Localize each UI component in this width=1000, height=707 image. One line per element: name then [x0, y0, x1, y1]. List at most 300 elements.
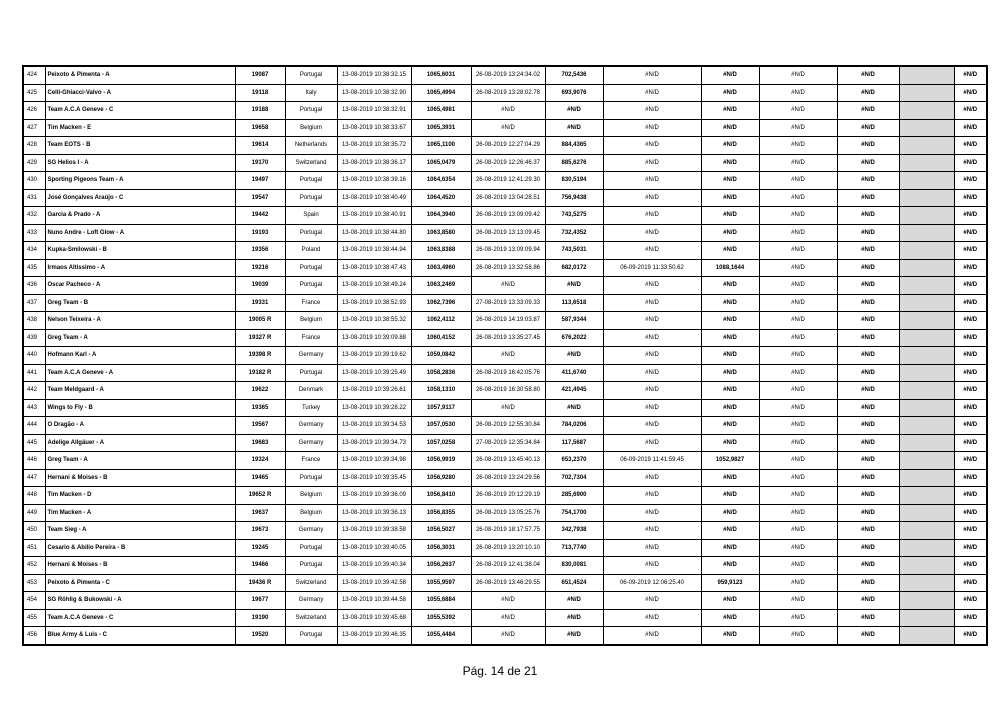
arrival-3-cell: #N/D — [603, 522, 701, 540]
total-cell: #N/D — [954, 242, 987, 260]
speed-3-cell: #N/D — [701, 294, 759, 312]
arrival-2-cell: 26-08-2019 13:46:29.55 — [471, 574, 545, 592]
ring-number-cell: 19331 — [235, 294, 285, 312]
country-cell: Portugal — [285, 102, 337, 120]
position-cell: 439 — [23, 329, 45, 347]
arrival-2-cell: 26-08-2019 13:05:25.76 — [471, 504, 545, 522]
arrival-3-cell: #N/D — [603, 592, 701, 610]
speed-3-cell: #N/D — [701, 277, 759, 295]
arrival-2-cell: 26-08-2019 13:32:58.86 — [471, 259, 545, 277]
position-cell: 455 — [23, 609, 45, 627]
country-cell: Portugal — [285, 627, 337, 645]
position-cell: 442 — [23, 382, 45, 400]
shaded-cell — [899, 364, 954, 382]
arrival-4-cell: #N/D — [759, 66, 837, 84]
table-row — [23, 504, 987, 522]
arrival-2-cell: #N/D — [471, 119, 545, 137]
arrival-2-cell: 26-08-2019 13:13:09.45 — [471, 224, 545, 242]
arrival-3-cell: #N/D — [603, 627, 701, 645]
speed-1-cell: 1063,8388 — [411, 242, 471, 260]
basketing-time-cell: 13-08-2019 10:39:34.53 — [337, 417, 411, 435]
team-name-cell: Hofmann Karl - A — [45, 347, 235, 365]
speed-2-cell: 676,2022 — [545, 329, 603, 347]
speed-1-cell: 1058,2836 — [411, 364, 471, 382]
total-cell: #N/D — [954, 522, 987, 540]
basketing-time-cell: 13-08-2019 10:39:42.58 — [337, 574, 411, 592]
country-cell: France — [285, 294, 337, 312]
speed-1-cell: 1058,1310 — [411, 382, 471, 400]
basketing-time-cell: 13-08-2019 10:39:45.68 — [337, 609, 411, 627]
speed-2-cell: 702,7304 — [545, 469, 603, 487]
speed-2-cell: #N/D — [545, 399, 603, 417]
position-cell: 438 — [23, 312, 45, 330]
ring-number-cell: 19005 R — [235, 312, 285, 330]
total-cell: #N/D — [954, 627, 987, 645]
speed-2-cell: #N/D — [545, 592, 603, 610]
basketing-time-cell: 13-08-2019 10:39:36.09 — [337, 487, 411, 505]
team-name-cell: Team A.C.A Geneve - C — [45, 609, 235, 627]
total-cell: #N/D — [954, 294, 987, 312]
team-name-cell: Irmaos Altissimo - A — [45, 259, 235, 277]
speed-2-cell: 682,0172 — [545, 259, 603, 277]
arrival-2-cell: #N/D — [471, 102, 545, 120]
arrival-2-cell: 27-08-2019 12:35:34.84 — [471, 434, 545, 452]
ring-number-cell: 19039 — [235, 277, 285, 295]
speed-3-cell: #N/D — [701, 66, 759, 84]
speed-4-cell: #N/D — [837, 609, 899, 627]
team-name-cell: Garcia & Prado - A — [45, 207, 235, 225]
arrival-2-cell: #N/D — [471, 592, 545, 610]
country-cell: Germany — [285, 417, 337, 435]
basketing-time-cell: 13-08-2019 10:38:32.15 — [337, 66, 411, 84]
speed-2-cell: 651,4524 — [545, 574, 603, 592]
ring-number-cell: 19614 — [235, 137, 285, 155]
arrival-2-cell: #N/D — [471, 277, 545, 295]
speed-2-cell: #N/D — [545, 627, 603, 645]
basketing-time-cell: 13-08-2019 10:38:32.91 — [337, 102, 411, 120]
basketing-time-cell: 13-08-2019 10:39:38.58 — [337, 522, 411, 540]
table-row — [23, 294, 987, 312]
shaded-cell — [899, 487, 954, 505]
speed-4-cell: #N/D — [837, 487, 899, 505]
speed-1-cell: 1056,3031 — [411, 539, 471, 557]
position-cell: 424 — [23, 66, 45, 84]
speed-3-cell: #N/D — [701, 119, 759, 137]
arrival-3-cell: 06-09-2019 12:06:25.40 — [603, 574, 701, 592]
position-cell: 444 — [23, 417, 45, 435]
total-cell: #N/D — [954, 207, 987, 225]
arrival-4-cell: #N/D — [759, 259, 837, 277]
ring-number-cell: 19683 — [235, 434, 285, 452]
country-cell: Denmark — [285, 382, 337, 400]
team-name-cell: Tim Macken - A — [45, 504, 235, 522]
position-cell: 447 — [23, 469, 45, 487]
arrival-4-cell: #N/D — [759, 592, 837, 610]
speed-1-cell: 1056,5027 — [411, 522, 471, 540]
team-name-cell: Wings to Fly - B — [45, 399, 235, 417]
basketing-time-cell: 13-08-2019 10:38:55.32 — [337, 312, 411, 330]
speed-1-cell: 1059,0842 — [411, 347, 471, 365]
speed-2-cell: 285,6900 — [545, 487, 603, 505]
table-row — [23, 347, 987, 365]
arrival-2-cell: 26-08-2019 20:12:29.19 — [471, 487, 545, 505]
country-cell: Portugal — [285, 277, 337, 295]
table-row — [23, 329, 987, 347]
arrival-3-cell: #N/D — [603, 557, 701, 575]
arrival-2-cell: #N/D — [471, 609, 545, 627]
basketing-time-cell: 13-08-2019 10:39:19.62 — [337, 347, 411, 365]
ring-number-cell: 19466 — [235, 557, 285, 575]
total-cell: #N/D — [954, 66, 987, 84]
arrival-3-cell: #N/D — [603, 504, 701, 522]
position-cell: 440 — [23, 347, 45, 365]
position-cell: 443 — [23, 399, 45, 417]
table-row — [23, 627, 987, 645]
speed-4-cell: #N/D — [837, 504, 899, 522]
arrival-2-cell: 26-08-2019 12:27:04.29 — [471, 137, 545, 155]
shaded-cell — [899, 469, 954, 487]
speed-4-cell: #N/D — [837, 364, 899, 382]
speed-1-cell: 1057,9117 — [411, 399, 471, 417]
position-cell: 453 — [23, 574, 45, 592]
page-number: Pág. 14 de 21 — [462, 664, 538, 678]
arrival-3-cell: #N/D — [603, 102, 701, 120]
position-cell: 452 — [23, 557, 45, 575]
position-cell: 425 — [23, 84, 45, 102]
shaded-cell — [899, 574, 954, 592]
arrival-4-cell: #N/D — [759, 224, 837, 242]
arrival-3-cell: #N/D — [603, 539, 701, 557]
arrival-4-cell: #N/D — [759, 487, 837, 505]
arrival-2-cell: #N/D — [471, 399, 545, 417]
shaded-cell — [899, 102, 954, 120]
arrival-4-cell: #N/D — [759, 137, 837, 155]
basketing-time-cell: 13-08-2019 10:38:47.43 — [337, 259, 411, 277]
total-cell: #N/D — [954, 277, 987, 295]
team-name-cell: SG Helios I - A — [45, 154, 235, 172]
arrival-3-cell: #N/D — [603, 487, 701, 505]
shaded-cell — [899, 294, 954, 312]
total-cell: #N/D — [954, 84, 987, 102]
arrival-3-cell: #N/D — [603, 364, 701, 382]
speed-4-cell: #N/D — [837, 119, 899, 137]
ring-number-cell: 19520 — [235, 627, 285, 645]
country-cell: Switzerland — [285, 154, 337, 172]
table-row — [23, 574, 987, 592]
basketing-time-cell: 13-08-2019 10:38:32.90 — [337, 84, 411, 102]
arrival-2-cell: 26-08-2019 12:41:29.30 — [471, 172, 545, 190]
shaded-cell — [899, 399, 954, 417]
arrival-4-cell: #N/D — [759, 539, 837, 557]
speed-1-cell: 1065,4981 — [411, 102, 471, 120]
table-row — [23, 242, 987, 260]
shaded-cell — [899, 172, 954, 190]
team-name-cell: Cesario & Abilio Pereira - B — [45, 539, 235, 557]
basketing-time-cell: 13-08-2019 10:39:28.22 — [337, 399, 411, 417]
total-cell: #N/D — [954, 172, 987, 190]
arrival-2-cell: #N/D — [471, 627, 545, 645]
table-row — [23, 259, 987, 277]
total-cell: #N/D — [954, 574, 987, 592]
arrival-4-cell: #N/D — [759, 417, 837, 435]
shaded-cell — [899, 539, 954, 557]
arrival-4-cell: #N/D — [759, 242, 837, 260]
ring-number-cell: 19436 R — [235, 574, 285, 592]
arrival-2-cell: 26-08-2019 13:24:29.56 — [471, 469, 545, 487]
team-name-cell: Team Meldgaard - A — [45, 382, 235, 400]
speed-1-cell: 1063,2469 — [411, 277, 471, 295]
table-row — [23, 154, 987, 172]
basketing-time-cell: 13-08-2019 10:38:52.93 — [337, 294, 411, 312]
arrival-2-cell: #N/D — [471, 347, 545, 365]
speed-3-cell: #N/D — [701, 522, 759, 540]
shaded-cell — [899, 312, 954, 330]
shaded-cell — [899, 557, 954, 575]
shaded-cell — [899, 66, 954, 84]
arrival-4-cell: #N/D — [759, 452, 837, 470]
team-name-cell: Peixoto & Pimenta - C — [45, 574, 235, 592]
arrival-3-cell: #N/D — [603, 399, 701, 417]
arrival-3-cell: #N/D — [603, 224, 701, 242]
total-cell: #N/D — [954, 382, 987, 400]
speed-3-cell: #N/D — [701, 609, 759, 627]
arrival-3-cell: #N/D — [603, 277, 701, 295]
speed-4-cell: #N/D — [837, 574, 899, 592]
total-cell: #N/D — [954, 189, 987, 207]
speed-4-cell: #N/D — [837, 399, 899, 417]
speed-3-cell: 1088,1644 — [701, 259, 759, 277]
table-row — [23, 434, 987, 452]
team-name-cell: O Dragão - A — [45, 417, 235, 435]
country-cell: Germany — [285, 522, 337, 540]
speed-2-cell: 743,5275 — [545, 207, 603, 225]
total-cell: #N/D — [954, 119, 987, 137]
speed-3-cell: #N/D — [701, 487, 759, 505]
country-cell: Portugal — [285, 224, 337, 242]
speed-3-cell: #N/D — [701, 592, 759, 610]
team-name-cell: Greg Team - B — [45, 294, 235, 312]
arrival-3-cell: #N/D — [603, 119, 701, 137]
arrival-2-cell: 26-08-2019 13:09:09.94 — [471, 242, 545, 260]
total-cell: #N/D — [954, 259, 987, 277]
ring-number-cell: 19365 — [235, 399, 285, 417]
speed-4-cell: #N/D — [837, 329, 899, 347]
speed-4-cell: #N/D — [837, 382, 899, 400]
speed-1-cell: 1064,4520 — [411, 189, 471, 207]
speed-4-cell: #N/D — [837, 627, 899, 645]
team-name-cell: Blue Army & Luis - C — [45, 627, 235, 645]
team-name-cell: Hernani & Moises - B — [45, 469, 235, 487]
speed-4-cell: #N/D — [837, 84, 899, 102]
speed-4-cell: #N/D — [837, 102, 899, 120]
basketing-time-cell: 13-08-2019 10:38:44.94 — [337, 242, 411, 260]
shaded-cell — [899, 189, 954, 207]
speed-2-cell: 830,5194 — [545, 172, 603, 190]
country-cell: Portugal — [285, 189, 337, 207]
country-cell: Germany — [285, 592, 337, 610]
ring-number-cell: 19216 — [235, 259, 285, 277]
arrival-4-cell: #N/D — [759, 172, 837, 190]
speed-3-cell: #N/D — [701, 469, 759, 487]
arrival-4-cell: #N/D — [759, 119, 837, 137]
speed-3-cell: #N/D — [701, 329, 759, 347]
basketing-time-cell: 13-08-2019 10:38:40.49 — [337, 189, 411, 207]
speed-4-cell: #N/D — [837, 592, 899, 610]
speed-2-cell: 784,0206 — [545, 417, 603, 435]
team-name-cell: Kupka-Smilowski - B — [45, 242, 235, 260]
speed-2-cell: #N/D — [545, 119, 603, 137]
shaded-cell — [899, 207, 954, 225]
arrival-2-cell: 26-08-2019 13:35:27.45 — [471, 329, 545, 347]
country-cell: Switzerland — [285, 574, 337, 592]
speed-4-cell: #N/D — [837, 66, 899, 84]
team-name-cell: Team A.C.A Geneve - A — [45, 364, 235, 382]
arrival-4-cell: #N/D — [759, 329, 837, 347]
arrival-3-cell: #N/D — [603, 172, 701, 190]
speed-4-cell: #N/D — [837, 189, 899, 207]
speed-3-cell: #N/D — [701, 364, 759, 382]
arrival-3-cell: #N/D — [603, 84, 701, 102]
speed-3-cell: #N/D — [701, 504, 759, 522]
position-cell: 451 — [23, 539, 45, 557]
basketing-time-cell: 13-08-2019 10:39:40.34 — [337, 557, 411, 575]
position-cell: 426 — [23, 102, 45, 120]
speed-2-cell: 830,0081 — [545, 557, 603, 575]
speed-3-cell: #N/D — [701, 347, 759, 365]
arrival-3-cell: #N/D — [603, 154, 701, 172]
total-cell: #N/D — [954, 434, 987, 452]
position-cell: 432 — [23, 207, 45, 225]
speed-3-cell: #N/D — [701, 137, 759, 155]
speed-4-cell: #N/D — [837, 154, 899, 172]
position-cell: 433 — [23, 224, 45, 242]
shaded-cell — [899, 84, 954, 102]
arrival-4-cell: #N/D — [759, 277, 837, 295]
position-cell: 445 — [23, 434, 45, 452]
speed-4-cell: #N/D — [837, 417, 899, 435]
team-name-cell: Nuno Andre - Loft Glow - A — [45, 224, 235, 242]
team-name-cell: Tim Macken - E — [45, 119, 235, 137]
speed-4-cell: #N/D — [837, 207, 899, 225]
speed-3-cell: #N/D — [701, 382, 759, 400]
position-cell: 450 — [23, 522, 45, 540]
speed-4-cell: #N/D — [837, 172, 899, 190]
position-cell: 437 — [23, 294, 45, 312]
arrival-2-cell: 26-08-2019 14:19:03.87 — [471, 312, 545, 330]
total-cell: #N/D — [954, 417, 987, 435]
table-row — [23, 364, 987, 382]
speed-3-cell: #N/D — [701, 84, 759, 102]
arrival-3-cell: #N/D — [603, 189, 701, 207]
arrival-2-cell: 26-08-2019 13:45:40.13 — [471, 452, 545, 470]
speed-4-cell: #N/D — [837, 224, 899, 242]
speed-2-cell: 884,4365 — [545, 137, 603, 155]
total-cell: #N/D — [954, 329, 987, 347]
ring-number-cell: 19356 — [235, 242, 285, 260]
arrival-3-cell: #N/D — [603, 66, 701, 84]
speed-1-cell: 1055,5392 — [411, 609, 471, 627]
total-cell: #N/D — [954, 504, 987, 522]
speed-1-cell: 1063,4960 — [411, 259, 471, 277]
team-name-cell: Greg Team - A — [45, 329, 235, 347]
basketing-time-cell: 13-08-2019 10:39:26.61 — [337, 382, 411, 400]
table-row — [23, 224, 987, 242]
arrival-4-cell: #N/D — [759, 154, 837, 172]
ring-number-cell: 19497 — [235, 172, 285, 190]
country-cell: Portugal — [285, 364, 337, 382]
country-cell: Portugal — [285, 172, 337, 190]
country-cell: Switzerland — [285, 609, 337, 627]
arrival-3-cell: #N/D — [603, 312, 701, 330]
speed-4-cell: #N/D — [837, 137, 899, 155]
basketing-time-cell: 13-08-2019 10:39:46.35 — [337, 627, 411, 645]
country-cell: Germany — [285, 347, 337, 365]
shaded-cell — [899, 452, 954, 470]
speed-3-cell: #N/D — [701, 627, 759, 645]
arrival-2-cell: 26-08-2019 13:04:28.51 — [471, 189, 545, 207]
shaded-cell — [899, 154, 954, 172]
basketing-time-cell: 13-08-2019 10:39:34.98 — [337, 452, 411, 470]
ring-number-cell: 19677 — [235, 592, 285, 610]
table-row — [23, 172, 987, 190]
arrival-4-cell: #N/D — [759, 312, 837, 330]
speed-1-cell: 1065,0479 — [411, 154, 471, 172]
speed-2-cell: 702,5436 — [545, 66, 603, 84]
speed-3-cell: #N/D — [701, 434, 759, 452]
speed-1-cell: 1065,6031 — [411, 66, 471, 84]
table-row — [23, 207, 987, 225]
speed-3-cell: #N/D — [701, 224, 759, 242]
speed-1-cell: 1062,7396 — [411, 294, 471, 312]
table-row — [23, 189, 987, 207]
speed-2-cell: 113,6518 — [545, 294, 603, 312]
country-cell: Poland — [285, 242, 337, 260]
shaded-cell — [899, 277, 954, 295]
arrival-4-cell: #N/D — [759, 102, 837, 120]
speed-1-cell: 1055,9597 — [411, 574, 471, 592]
team-name-cell: Tim Macken - D — [45, 487, 235, 505]
team-name-cell: Celli-Ghiacci-Valvo - A — [45, 84, 235, 102]
results-table — [22, 65, 988, 646]
country-cell: Spain — [285, 207, 337, 225]
speed-1-cell: 1065,1100 — [411, 137, 471, 155]
basketing-time-cell: 13-08-2019 10:38:40.91 — [337, 207, 411, 225]
table-row — [23, 84, 987, 102]
speed-1-cell: 1056,9919 — [411, 452, 471, 470]
basketing-time-cell: 13-08-2019 10:38:44.80 — [337, 224, 411, 242]
shaded-cell — [899, 224, 954, 242]
speed-1-cell: 1064,3940 — [411, 207, 471, 225]
shaded-cell — [899, 259, 954, 277]
speed-1-cell: 1057,0530 — [411, 417, 471, 435]
ring-number-cell: 19622 — [235, 382, 285, 400]
arrival-2-cell: 26-08-2019 16:30:58.80 — [471, 382, 545, 400]
arrival-2-cell: 26-08-2019 13:28:02.78 — [471, 84, 545, 102]
shaded-cell — [899, 627, 954, 645]
country-cell: Belgium — [285, 312, 337, 330]
speed-4-cell: #N/D — [837, 522, 899, 540]
shaded-cell — [899, 347, 954, 365]
total-cell: #N/D — [954, 452, 987, 470]
ring-number-cell: 19190 — [235, 609, 285, 627]
speed-2-cell: 421,4945 — [545, 382, 603, 400]
speed-1-cell: 1055,4484 — [411, 627, 471, 645]
country-cell: Netherlands — [285, 137, 337, 155]
total-cell: #N/D — [954, 154, 987, 172]
speed-1-cell: 1057,0258 — [411, 434, 471, 452]
basketing-time-cell: 13-08-2019 10:38:33.67 — [337, 119, 411, 137]
arrival-3-cell: #N/D — [603, 294, 701, 312]
